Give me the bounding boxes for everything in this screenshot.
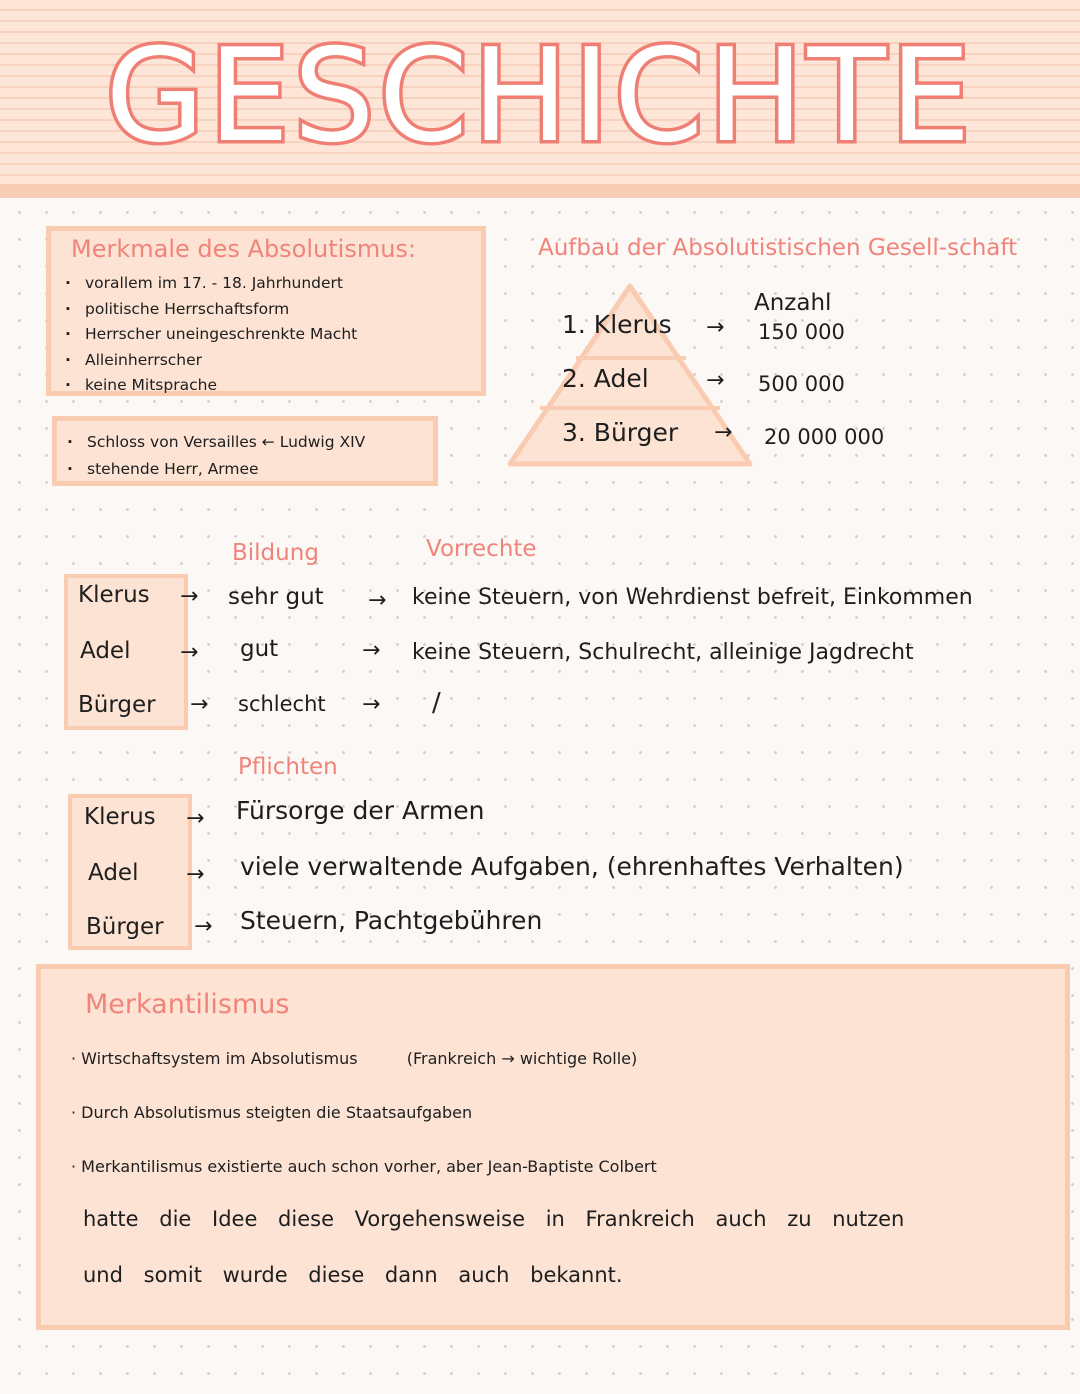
- vorrechte-klerus: keine Steuern, von Wehrdienst befreit, Einkommen: [412, 585, 973, 610]
- arrow-icon: →: [180, 584, 199, 609]
- count-header: Anzahl: [754, 290, 832, 316]
- arrow-icon: →: [186, 806, 205, 831]
- vorrechte-adel: keine Steuern, Schulrecht, alleinige Jagdrecht: [412, 640, 914, 665]
- pflichten-stand-buerger: Bürger: [86, 914, 164, 940]
- arrow-icon: →: [362, 638, 381, 663]
- merkantilismus-line5: und somit wurde diese dann auch bekannt.: [83, 1263, 623, 1287]
- merkantilismus-line: · Durch Absolutismus steigten die Staatsaufgaben: [71, 1103, 473, 1122]
- merkmale-item: · keine Mitsprache: [59, 373, 357, 399]
- arrow-icon: →: [190, 692, 209, 717]
- bildung-heading: Bildung: [232, 540, 319, 566]
- pflichten-heading: Pflichten: [238, 754, 338, 780]
- schloss-item: · Schloss von Versailles ← Ludwig XIV: [61, 429, 365, 456]
- merkantilismus-box: [36, 964, 1070, 1330]
- merkantilismus-line3: Merkantilismus existierte auch schon vorher, aber Jean-Baptiste Colbert: [81, 1157, 657, 1176]
- pflichten-stand-adel: Adel: [88, 860, 139, 886]
- merkmale-item: · Herrscher uneingeschrenkte Macht: [59, 322, 357, 348]
- bildung-adel: gut: [240, 636, 279, 662]
- merkantilismus-line1-note: (Frankreich → wichtige Rolle): [406, 1049, 638, 1068]
- merkantilismus-line: · Merkantilismus existierte auch schon vorher, aber Jean-Baptiste Colbert: [71, 1157, 657, 1176]
- pflichten-klerus: Fürsorge der Armen: [236, 796, 485, 825]
- page-title: GESCHICHTE: [105, 22, 975, 171]
- stand-label-adel: Adel: [80, 638, 131, 664]
- pyramid-count-klerus: 150 000: [758, 320, 845, 344]
- schloss-item: · stehende Herr, Armee: [61, 456, 365, 483]
- vorrechte-heading: Vorrechte: [426, 536, 537, 562]
- pflichten-adel: viele verwaltende Aufgaben, (ehrenhaftes Verhalten): [240, 852, 904, 881]
- aufbau-heading: Aufbau der Absolutistischen Gesell-schaft: [538, 235, 1018, 261]
- arrow-icon: →: [186, 862, 205, 887]
- pyramid-label-buerger: 3. Bürger: [562, 418, 679, 447]
- bildung-buerger: schlecht: [238, 692, 326, 716]
- pyramid-label-klerus: 1. Klerus: [562, 310, 672, 339]
- arrow-icon: →: [714, 420, 733, 445]
- merkmale-heading: Merkmale des Absolutismus:: [71, 235, 416, 263]
- schloss-box: [52, 416, 438, 486]
- pyramid-count-buerger: 20 000 000: [764, 425, 885, 449]
- arrow-icon: →: [362, 692, 381, 717]
- pyramid-count-adel: 500 000: [758, 372, 845, 396]
- pflichten-stand-klerus: Klerus: [84, 804, 156, 830]
- pyramid-label-adel: 2. Adel: [562, 364, 649, 393]
- merkmale-item: · vorallem im 17. - 18. Jahrhundert: [59, 271, 357, 297]
- merkmale-item: · politische Herrschaftsform: [59, 297, 357, 323]
- arrow-icon: →: [706, 315, 725, 340]
- merkantilismus-heading: Merkantilismus: [85, 989, 290, 1020]
- merkmale-item: · Alleinherrscher: [59, 348, 357, 374]
- vorrechte-buerger: /: [432, 688, 441, 718]
- arrow-icon: →: [194, 914, 213, 939]
- schloss-list: [61, 429, 365, 483]
- bildung-klerus: sehr gut: [228, 584, 324, 610]
- merkmale-list: [59, 271, 357, 399]
- stand-label-buerger: Bürger: [78, 692, 156, 718]
- arrow-icon: →: [706, 368, 725, 393]
- merkmale-box: [46, 226, 486, 396]
- arrow-icon: →: [180, 640, 199, 665]
- merkantilismus-line: · Wirtschaftsystem im Absolutismus (Frankreich → wichtige Rolle): [71, 1049, 638, 1068]
- merkantilismus-line4: hatte die Idee diese Vorgehensweise in Frankreich auch zu nutzen: [83, 1207, 905, 1231]
- pflichten-buerger: Steuern, Pachtgebühren: [240, 906, 543, 935]
- merkantilismus-line2: Durch Absolutismus steigten die Staatsaufgaben: [81, 1103, 473, 1122]
- merkantilismus-line1: Wirtschaftsystem im Absolutismus: [81, 1049, 358, 1068]
- arrow-icon: →: [368, 588, 387, 613]
- stand-label-klerus: Klerus: [78, 582, 150, 608]
